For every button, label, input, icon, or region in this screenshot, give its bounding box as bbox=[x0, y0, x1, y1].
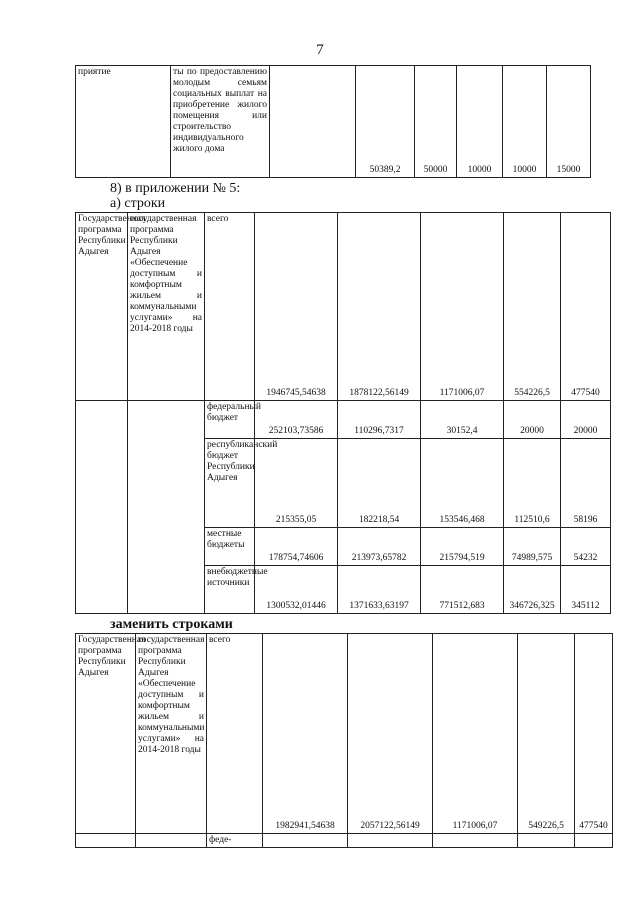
funding-value: 178754,74606 bbox=[255, 528, 338, 566]
funding-value: 215355,05 bbox=[255, 439, 338, 528]
funding-value: 20000 bbox=[504, 401, 561, 439]
new-rows-table bbox=[75, 633, 613, 848]
funding-value: 1371633,63197 bbox=[338, 566, 421, 614]
funding-value: 477540 bbox=[575, 634, 613, 834]
funding-value: 213973,65782 bbox=[338, 528, 421, 566]
funding-value: 58196 bbox=[561, 439, 611, 528]
program-name-cell: государственная программа Республики Адыгея «Обеспечение доступным и комфортным жильем и коммунальными услугами» на 2014-2018 годы bbox=[128, 213, 205, 401]
empty-cell bbox=[433, 834, 518, 848]
funding-value: 112510,6 bbox=[504, 439, 561, 528]
old-rows-table bbox=[75, 212, 611, 614]
replace-heading: заменить строками bbox=[110, 617, 233, 632]
empty-cell bbox=[263, 834, 348, 848]
funding-value: 110296,7317 bbox=[338, 401, 421, 439]
funding-value: 252103,73586 bbox=[255, 401, 338, 439]
funding-source: внебюджетные источники bbox=[205, 566, 255, 614]
empty-cell bbox=[348, 834, 433, 848]
funding-value: 1171006,07 bbox=[421, 213, 504, 401]
program-label-cell: Государственная программа Республики Адыгея bbox=[76, 634, 136, 834]
empty-merged-cell bbox=[76, 401, 128, 614]
funding-value: 477540 bbox=[561, 213, 611, 401]
page-number: 7 bbox=[316, 42, 324, 58]
funding-value: 1171006,07 bbox=[433, 634, 518, 834]
top-table-value: 50000 bbox=[415, 66, 457, 178]
funding-source: федеральный бюджет bbox=[205, 401, 255, 439]
top-table-value: 10000 bbox=[503, 66, 547, 178]
funding-value: 345112 bbox=[561, 566, 611, 614]
top-table-col2: ты по предоставлению молодым семьям социальных выплат на приобретение жилого помещения или строительство индивидуального жилого дома bbox=[171, 66, 270, 178]
funding-source: всего bbox=[205, 213, 255, 401]
rows-heading: а) строки bbox=[110, 196, 166, 211]
funding-value: 74989,575 bbox=[504, 528, 561, 566]
top-table bbox=[75, 65, 591, 178]
funding-value: 1946745,54638 bbox=[255, 213, 338, 401]
funding-source: всего bbox=[207, 634, 263, 834]
empty-cell bbox=[76, 834, 136, 848]
program-name-cell: государственная программа Республики Адыгея «Обеспечение доступным и комфортным жильем и коммунальными услугами» на 2014-2018 годы bbox=[136, 634, 207, 834]
top-table-empty-cell bbox=[270, 66, 356, 178]
empty-merged-cell bbox=[128, 401, 205, 614]
top-table-col1: приятие bbox=[76, 66, 171, 178]
top-table-value: 10000 bbox=[457, 66, 503, 178]
funding-value: 771512,683 bbox=[421, 566, 504, 614]
funding-source: местные бюджеты bbox=[205, 528, 255, 566]
funding-value: 30152,4 bbox=[421, 401, 504, 439]
funding-value: 20000 bbox=[561, 401, 611, 439]
funding-value: 215794,519 bbox=[421, 528, 504, 566]
empty-cell bbox=[136, 834, 207, 848]
funding-value: 346726,325 bbox=[504, 566, 561, 614]
top-table-value: 15000 bbox=[547, 66, 591, 178]
empty-cell bbox=[518, 834, 575, 848]
funding-value: 549226,5 bbox=[518, 634, 575, 834]
funding-source: феде- bbox=[207, 834, 263, 848]
empty-cell bbox=[575, 834, 613, 848]
funding-value: 1878122,56149 bbox=[338, 213, 421, 401]
top-table-value: 50389,2 bbox=[356, 66, 415, 178]
funding-value: 2057122,56149 bbox=[348, 634, 433, 834]
funding-value: 1300532,01446 bbox=[255, 566, 338, 614]
funding-value: 54232 bbox=[561, 528, 611, 566]
funding-value: 1982941,54638 bbox=[263, 634, 348, 834]
funding-source: республиканский бюджет Республики Адыгея bbox=[205, 439, 255, 528]
funding-value: 153546,468 bbox=[421, 439, 504, 528]
appendix-heading: 8) в приложении № 5: bbox=[110, 181, 241, 196]
funding-value: 554226,5 bbox=[504, 213, 561, 401]
program-label-cell: Государственная программа Республики Адыгея bbox=[76, 213, 128, 401]
funding-value: 182218,54 bbox=[338, 439, 421, 528]
